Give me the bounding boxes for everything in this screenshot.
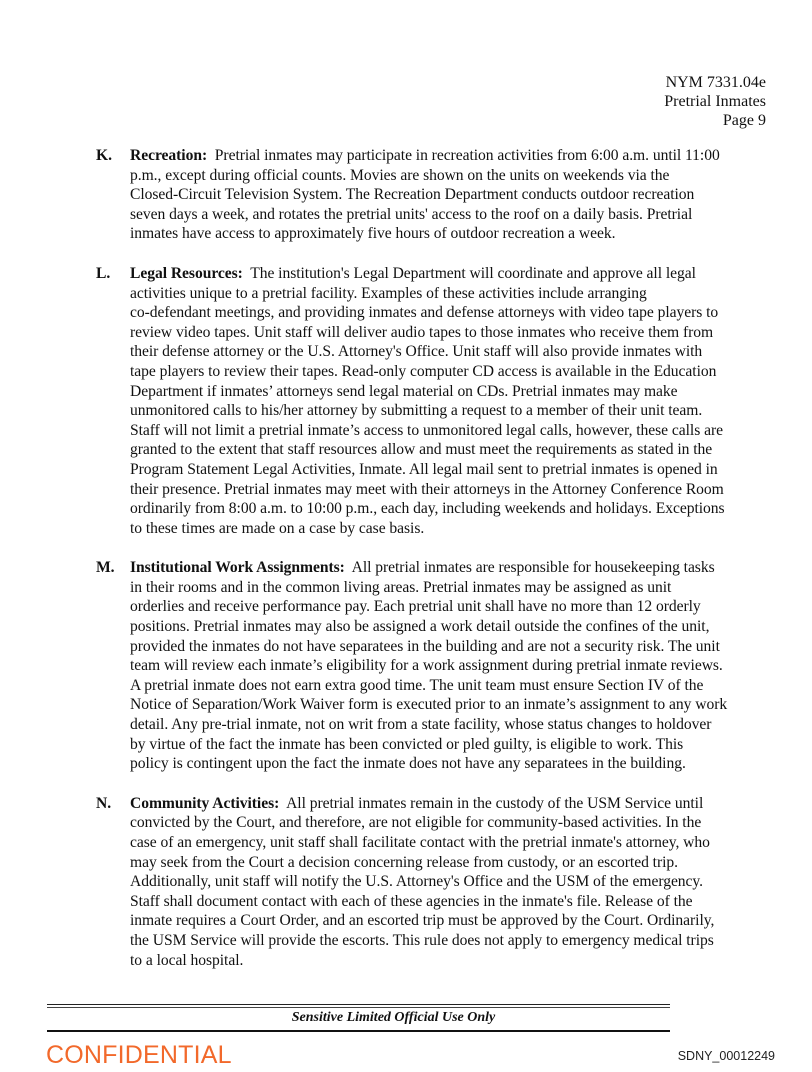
section-line: team will review each inmate’s eligibility for a work assignment during pretrial inmate reviews. <box>130 657 723 675</box>
section-line: Notice of Separation/Work Waiver form is executed prior to an inmate’s assignment to any work <box>130 696 728 714</box>
document-header <box>664 73 766 130</box>
section-first-line <box>130 558 786 578</box>
footer-rule-bottom <box>47 1030 670 1032</box>
section-line: Department if inmates’ attorneys send legal material on CDs. Pretrial inmates may make <box>130 382 678 400</box>
section-line: positions. Pretrial inmates may also be assigned a work detail outside the confines of the unit, <box>130 618 710 636</box>
page-number: Page 9 <box>722 112 766 129</box>
document-id: NYM 7331.04e <box>665 74 766 91</box>
section-line: inmates have access to approximately five hours of outdoor recreation a week. <box>130 225 616 243</box>
section-line: tape players to review their tapes. Read-only computer CD access is available in the Education <box>130 362 717 380</box>
section-line: Additionally, unit staff will notify the U.S. Attorney's Office and the USM of the emergency. <box>130 873 704 891</box>
section-line: The institution's Legal Department will coordinate and approve all legal <box>242 264 696 282</box>
section-line: seven days a week, and rotates the pretrial units' access to the roof on a daily basis. Pretrial <box>130 205 693 223</box>
confidential-stamp: CONFIDENTIAL <box>46 1041 232 1069</box>
section-line: All pretrial inmates are responsible for housekeeping tasks <box>344 559 715 577</box>
section-line: review video tapes. Unit staff will deliver audio tapes to those inmates who receive them from <box>130 323 714 341</box>
section-first-line <box>130 794 786 814</box>
section-title: Institutional Work Assignments: <box>130 559 345 577</box>
section-title: Legal Resources: <box>130 264 243 282</box>
section-line: unmonitored calls to his/her attorney by submitting a request to a member of their unit team. <box>130 402 703 420</box>
section-line: inmate requires a Court Order, and an escorted trip must be approved by the Court. Ordinarily, <box>130 912 715 930</box>
section-letter: L. <box>96 264 111 282</box>
policy-sections <box>96 146 786 990</box>
section-first-line <box>130 264 786 284</box>
section-first-line <box>130 146 786 166</box>
section-line: A pretrial inmate does not earn extra good time. The unit team must ensure Section IV of the <box>130 676 704 694</box>
section-body <box>130 794 786 970</box>
section-line: Staff shall document contact with each of these agencies in the inmate's file. Release of the <box>130 892 693 910</box>
section-letter: M. <box>96 559 115 577</box>
section-line: p.m., except during official counts. Movies are shown on the units on weekends via the <box>130 166 670 184</box>
section-line: Pretrial inmates may participate in recreation activities from 6:00 a.m. until 11:00 <box>207 147 720 164</box>
section-line: orderlies and receive performance pay. Each pretrial unit shall have no more than 12 orderly <box>130 598 701 616</box>
section-line: to these times are made on a case by case basis. <box>130 519 425 537</box>
section-title: Community Activities: <box>130 794 280 812</box>
section-line: detail. Any pre-trial inmate, not on writ from a state facility, whose status changes to holdover <box>130 716 712 734</box>
section-line: provided the inmates do not have separatees in the building and are not a security risk. The unit <box>130 637 720 655</box>
section-line: All pretrial inmates remain in the custody of the USM Service until <box>279 794 704 812</box>
classification-label: Sensitive Limited Official Use Only <box>291 1010 496 1025</box>
section-line: their presence. Pretrial inmates may meet with their attorneys in the Attorney Conference Room <box>130 480 724 498</box>
section-letter: K. <box>96 147 112 164</box>
section-body <box>130 558 786 774</box>
section-letter: N. <box>96 794 112 812</box>
section-line: in their rooms and in the common living areas. Pretrial inmates may be assigned as unit <box>130 578 672 596</box>
document-subject: Pretrial Inmates <box>664 93 766 110</box>
section-line: may seek from the Court a decision concerning release from custody, or an escorted trip. <box>130 853 678 871</box>
section-work-assignments <box>96 558 786 774</box>
footer-rule-top <box>47 1004 670 1005</box>
section-line: Closed-Circuit Television System. The Recreation Department conducts outdoor recreation <box>130 186 695 204</box>
section-line: Staff will not limit a pretrial inmate’s access to unmonitored legal calls, however, these calls are <box>130 421 723 439</box>
footer-classification-band <box>47 1004 670 1030</box>
section-line: to a local hospital. <box>130 951 244 969</box>
section-line: activities unique to a pretrial facility. Examples of these activities include arranging <box>130 284 647 302</box>
section-body <box>130 146 786 244</box>
section-body <box>130 264 786 538</box>
section-title: Recreation: <box>130 147 208 164</box>
section-line: by virtue of the fact the inmate has been convicted or pled guilty, is eligible to work. This <box>130 735 684 753</box>
section-recreation <box>96 146 786 244</box>
section-line: convicted by the Court, and therefore, are not eligible for community-based activities. In the <box>130 814 702 832</box>
bates-number: SDNY_00012249 <box>677 1049 775 1063</box>
footer-rule-top-double <box>47 1007 670 1008</box>
section-line: Program Statement Legal Activities, Inmate. All legal mail sent to pretrial inmates is opened in <box>130 460 718 478</box>
section-line: ordinarily from 8:00 a.m. to 10:00 p.m., each day, including weekends and holidays. Exceptions <box>130 500 725 518</box>
section-line: co-defendant meetings, and providing inmates and defense attorneys with video tape players to <box>130 304 719 322</box>
section-line: policy is contingent upon the fact the inmate does not have any separatees in the building. <box>130 755 686 773</box>
section-line: granted to the extent that staff resources allow and must meet the requirements as stated in the <box>130 441 713 459</box>
section-community-activities <box>96 794 786 970</box>
section-line: case of an emergency, unit staff shall facilitate contact with the pretrial inmate's attorney, who <box>130 834 710 851</box>
section-line: their defense attorney or the U.S. Attorney's Office. Unit staff will also provide inmates with <box>130 343 703 361</box>
section-legal-resources <box>96 264 786 538</box>
section-line: the USM Service will provide the escorts. This rule does not apply to emergency medical trips <box>130 931 714 949</box>
